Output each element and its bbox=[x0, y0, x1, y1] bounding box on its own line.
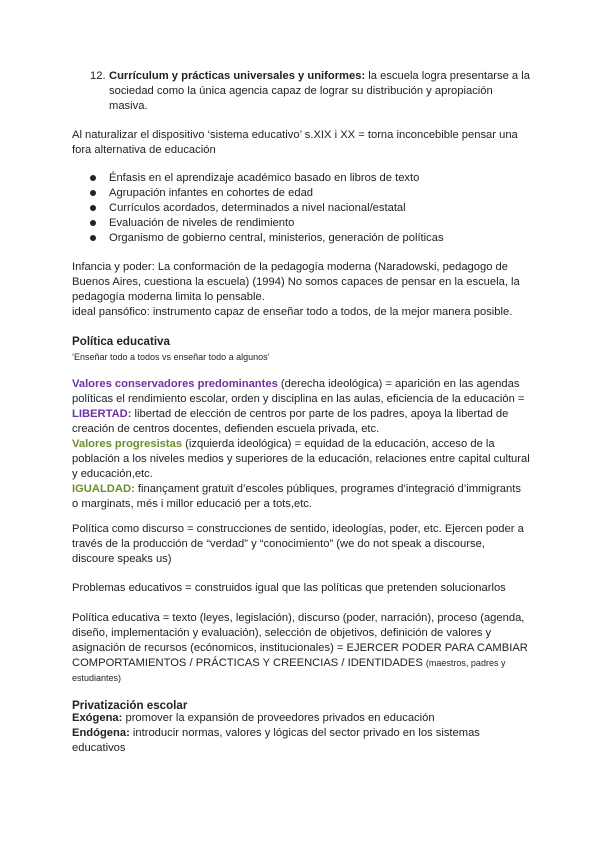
heading-privatizacion: Privatización escolar bbox=[72, 699, 188, 712]
paragraph-endogena: Endógena: introducir normas, valores y lógicas del sector privado en los sistemas educativos bbox=[72, 727, 480, 754]
bullet-icon bbox=[90, 205, 96, 211]
numbered-item-12 bbox=[90, 69, 530, 114]
subtitle-politica: ‘Enseñar todo a todos vs enseñar todo a algunos’ bbox=[72, 352, 270, 362]
paragraph-discurso: Política como discurso = construcciones de sentido, ideologías, poder, etc. Ejercen poder a través de la producción de “verdad” y “conocimiento” (we do not speak a discourse, discoure speaks us) bbox=[72, 523, 524, 565]
list-item: Énfasis en el aprendizaje académico basado en libros de texto bbox=[90, 171, 530, 186]
label-progresistas: Valores progresistas bbox=[72, 438, 183, 450]
paragraph-exogena: Exógena: promover la expansión de proveedores privados en educación bbox=[72, 712, 435, 724]
bullet-icon bbox=[90, 190, 96, 196]
paragraph-texto: Política educativa = texto (leyes, legislación), discurso (poder, narración), proceso (agenda, diseño, implementación y evaluación), selección de objetivos, definición de valores y asignación de recursos (ecónomicos, institucionales) = EJERCER PODER PARA CAMBIAR COMPORTAMIENTOS / PRÁCTICAS Y CREENCIAS / IDENTIDADES (maestros, padres y estudiantes) bbox=[72, 612, 528, 683]
label-igualdad: IGUALDAD: bbox=[72, 483, 135, 495]
label-libertad: LIBERTAD: bbox=[72, 408, 132, 420]
item-title: Currículum y prácticas universales y uniformes: bbox=[109, 70, 366, 82]
paragraph-pansofico: ideal pansófico: instrumento capaz de enseñar todo a todos, de la mejor manera posible. bbox=[72, 306, 513, 318]
label-conservadores: Valores conservadores predominantes bbox=[72, 378, 278, 390]
item-text: la escuela logra presentarse a la sociedad como la única agencia capaz de lograr su distribución y apropiación masiva. bbox=[109, 70, 530, 112]
heading-politica-educativa: Política educativa bbox=[72, 335, 170, 348]
paragraph-problemas: Problemas educativos = construidos igual que las políticas que pretenden solucionarlos bbox=[72, 582, 506, 594]
paragraph-valores: Valores conservadores predominantes (derecha ideológica) = aparición en las agendas políticas el rendimiento escolar, orden y disciplina en las aulas, eficiencia de la educación = LIBERTAD: libertad de elección de centros por parte de los padres, apoya la libertad de creación de centros docentes, defienden escuela privada, etc. Valores progresistas (izquierda ideológica) = equidad de la educación, acceso de la población a los niveles medios y superiores de la educación, relaciones entre capital cultural y educación,etc. IGUALDAD: finançament gratuït d’escoles públiques, programes d’integració d’immigrants o marginats, més i millor educació per a tots,etc. bbox=[72, 378, 530, 510]
item-number: 12. bbox=[90, 70, 106, 82]
bullet-icon bbox=[90, 220, 96, 226]
bullet-icon bbox=[90, 235, 96, 241]
list-item: Organismo de gobierno central, ministerios, generación de políticas bbox=[90, 231, 530, 246]
bullet-list bbox=[90, 171, 530, 246]
paragraph-infancia: Infancia y poder: La conformación de la pedagogía moderna (Naradowski, pedagogo de Buenos Aires, cuestiona la escuela) (1994) No somos capaces de pensar en la escuela, la pedagogía moderna limita lo pensable. bbox=[72, 261, 520, 303]
list-item: Agrupación infantes en cohortes de edad bbox=[90, 186, 530, 201]
list-item: Currículos acordados, determinados a nivel nacional/estatal bbox=[90, 201, 530, 216]
paragraph-naturalizar: Al naturalizar el dispositivo ‘sistema educativo’ s.XIX i XX = torna inconcebible pensar una fora alternativa de educación bbox=[72, 129, 518, 156]
list-item: Evaluación de niveles de rendimiento bbox=[90, 216, 530, 231]
bullet-icon bbox=[90, 175, 96, 181]
